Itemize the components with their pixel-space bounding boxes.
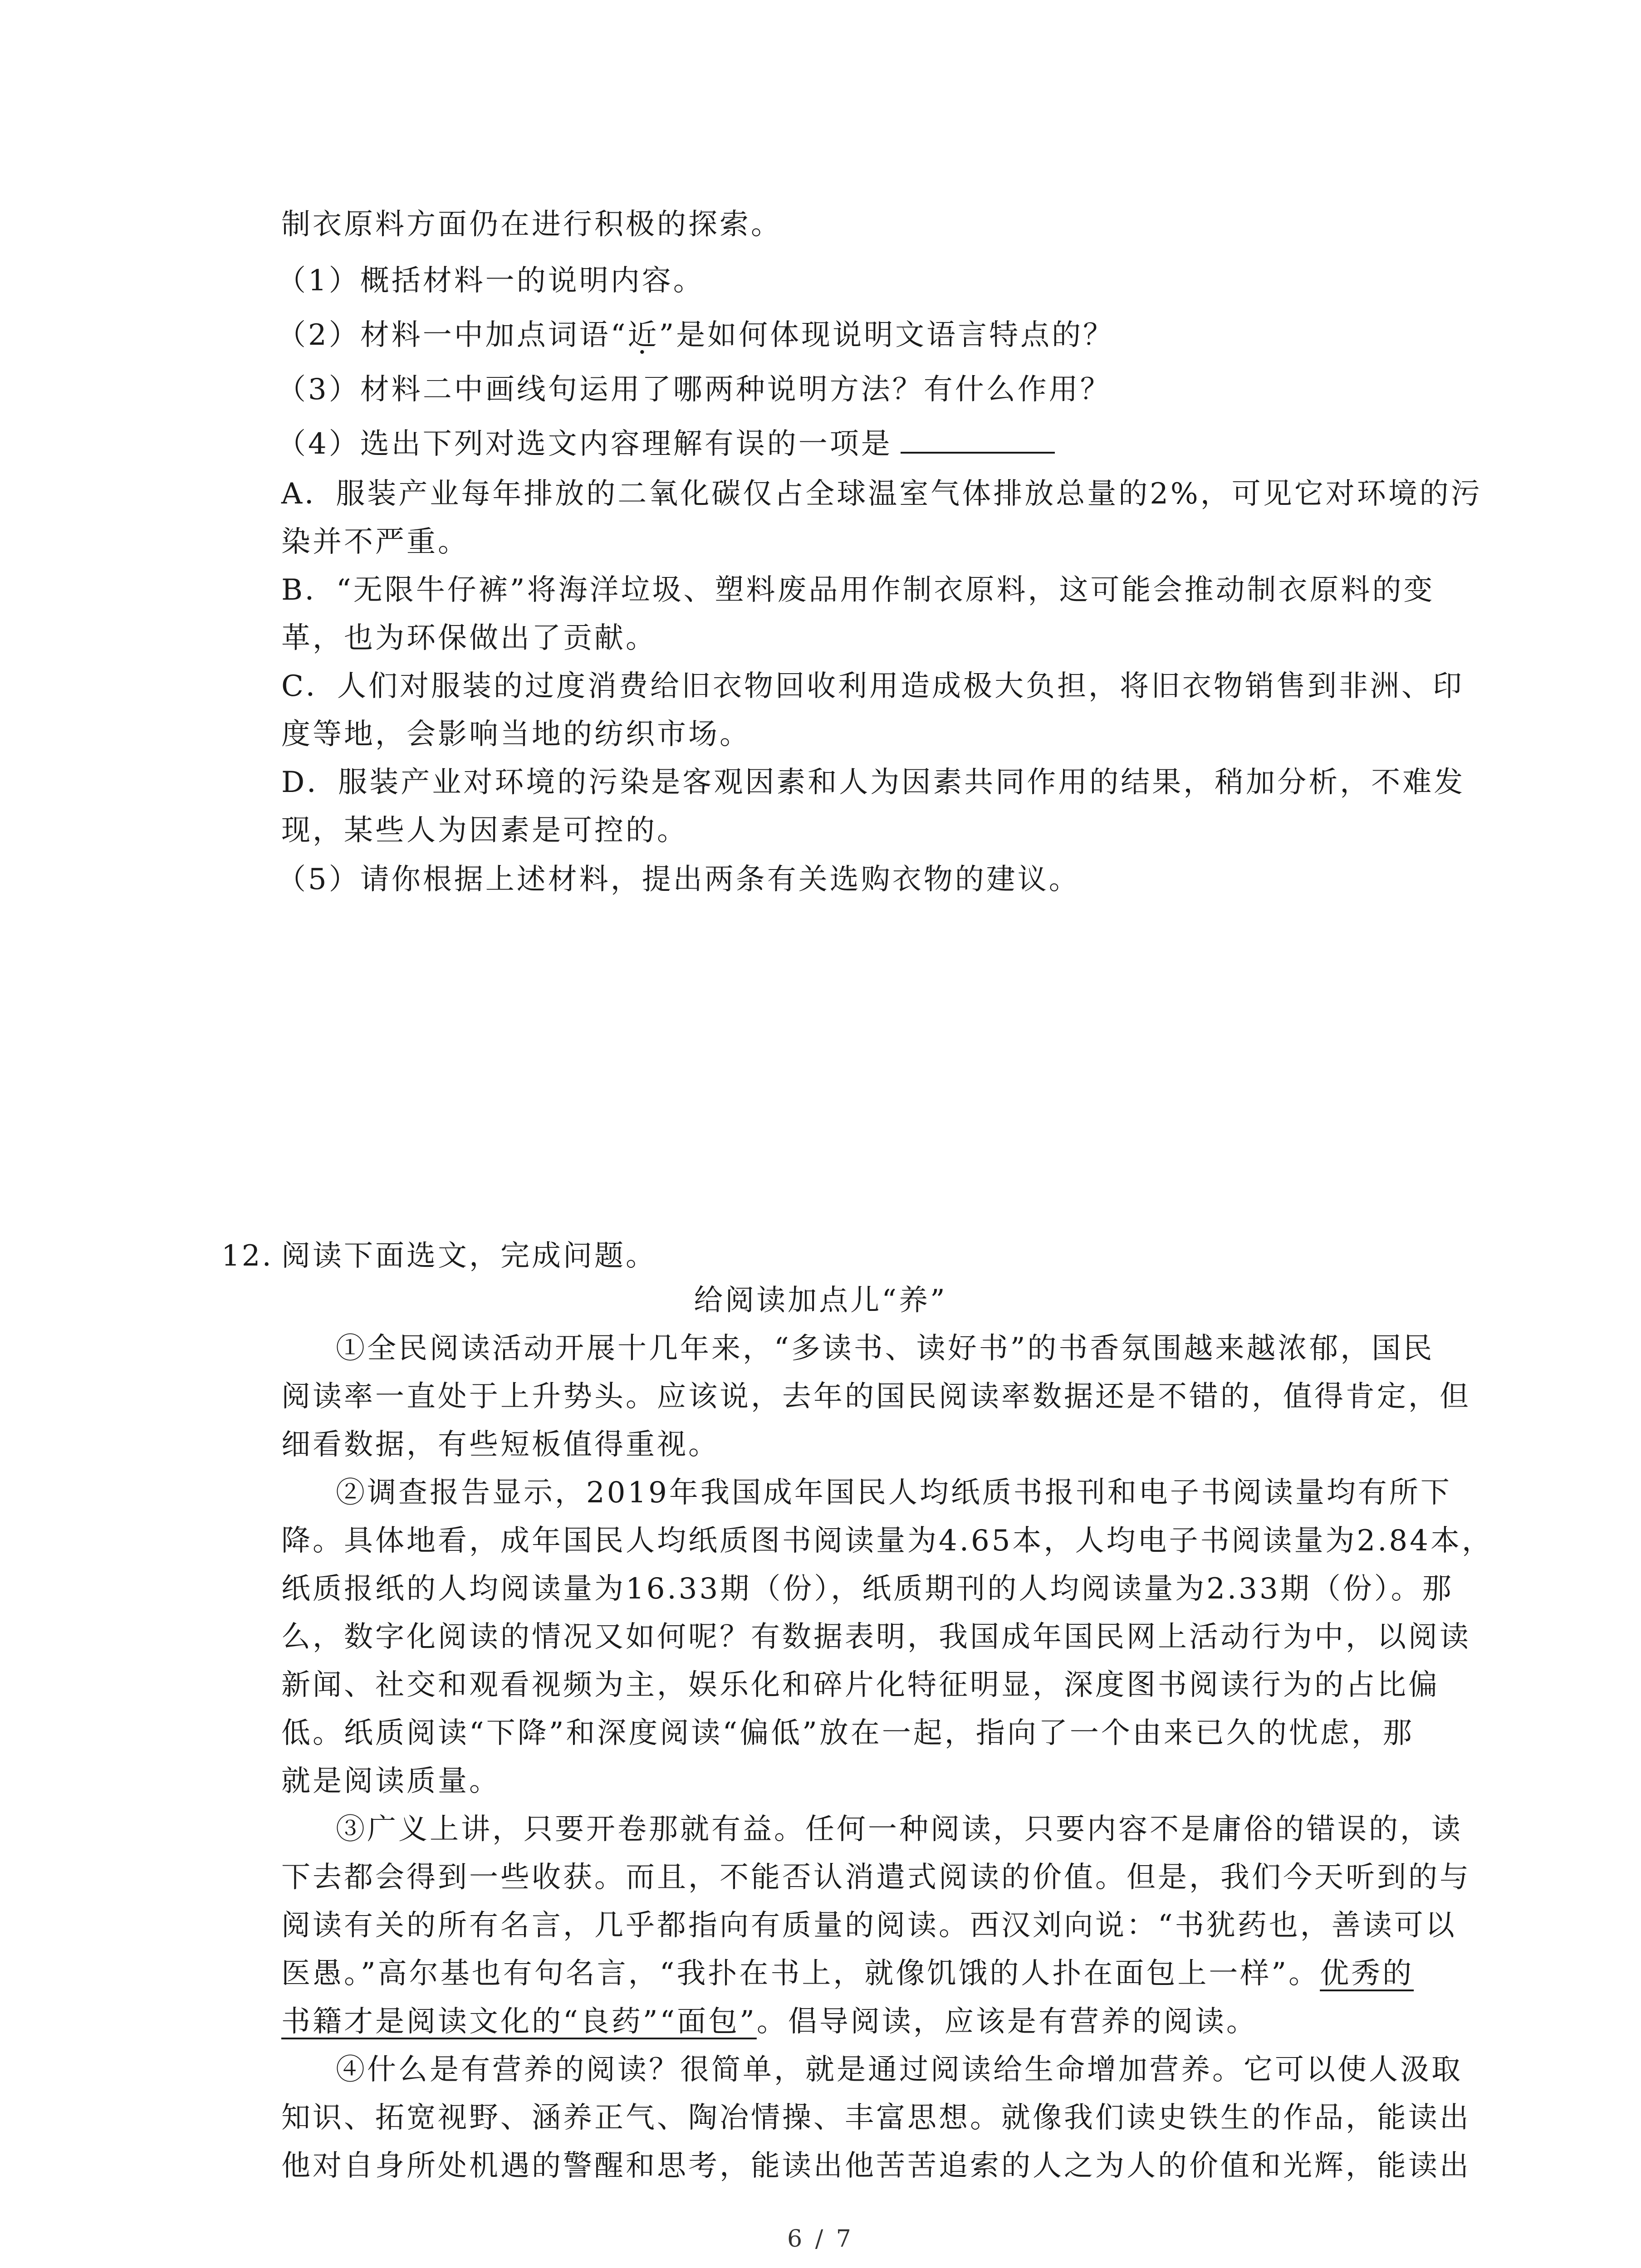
paragraph-3-line: 下去都会得到一些收获。而且，不能否认消遣式阅读的价值。但是，我们今天听到的与 [281,1861,1471,1894]
paragraph-3-line: 阅读有关的所有名言，几乎都指向有质量的阅读。西汉刘向说：“书犹药也，善读可以 [281,1909,1457,1942]
paragraph-1-line: 阅读率一直处于上升势头。应该说，去年的国民阅读率数据还是不错的，值得肯定，但 [281,1380,1471,1413]
q11-sub1: （1）概括材料一的说明内容。 [277,264,705,298]
paragraph-3-line: 书籍才是阅读文化的“良药”“面包”。倡导阅读，应该是有营养的阅读。 [281,2005,1258,2038]
paragraph-3-line: ③广义上讲，只要开卷那就有益。任何一种阅读，只要内容不是庸俗的错误的，读 [336,1813,1463,1846]
q11-sub5: （5）请你根据上述材料，提出两条有关选购衣物的建议。 [277,863,1080,896]
paragraph-2-line: 降。具体地看，成年国民人均纸质图书阅读量为4.65本，人均电子书阅读量为2.84本， [281,1524,1493,1558]
question-number: 12. [221,1239,273,1273]
paragraph-4-line: 他对自身所处机遇的警醒和思考，能读出他苦苦追索的人之为人的价值和光辉，能读出 [281,2149,1471,2183]
paragraph-4-line: ④什么是有营养的阅读？很简单，就是通过阅读给生命增加营养。它可以使人汲取 [336,2053,1463,2087]
option-a-line1: A．服装产业每年排放的二氧化碳仅占全球温室气体排放总量的2%，可见它对环境的污 [281,477,1482,511]
option-b-line2: 革，也为环保做出了贡献。 [281,621,657,655]
option-b-line1: B．“无限牛仔裤”将海洋垃圾、塑料废品用作制衣原料，这可能会推动制衣原料的变 [281,573,1435,607]
underlined-sentence: 书籍才是阅读文化的“良药”“面包” [281,2005,757,2038]
option-c-line1: C．人们对服装的过度消费给旧衣物回收利用造成极大负担，将旧衣物销售到非洲、印 [281,670,1464,703]
paragraph-1-line: ①全民阅读活动开展十几年来，“多读书、读好书”的书香氛围越来越浓郁，国民 [336,1332,1435,1365]
option-c-line2: 度等地，会影响当地的纺织市场。 [281,718,751,751]
answer-blank[interactable] [901,425,1055,454]
paragraph-1-line: 细看数据，有些短板值得重视。 [281,1428,720,1461]
paragraph-2-line: 低。纸质阅读“下降”和深度阅读“偏低”放在一起，指向了一个由来已久的忧虑，那 [281,1716,1414,1750]
option-d-line1: D．服装产业对环境的污染是客观因素和人为因素共同作用的结果，稍加分析，不难发 [281,766,1465,799]
q11-sub3: （3）材料二中画线句运用了哪两种说明方法？有什么作用？ [277,373,1112,406]
question-intro: 阅读下面选文，完成问题。 [281,1239,657,1273]
passage-title: 给阅读加点儿“养” [694,1284,947,1317]
q11-sub2: （2）材料一中加点词语“近”是如何体现说明文语言特点的？ [277,318,1115,352]
emphasis-dot-word: 近 [627,318,659,352]
paragraph-3-line: 医愚。”高尔基也有句名言，“我扑在书上，就像饥饿的人扑在面包上一样”。优秀的 [281,1957,1414,1990]
paragraph-2-line: 么，数字化阅读的情况又如何呢？有数据表明，我国成年国民网上活动行为中，以阅读 [281,1620,1471,1654]
underlined-sentence: 优秀的 [1320,1957,1414,1990]
page-number: 6 / 7 [787,2225,854,2253]
paragraph-2-line: 就是阅读质量。 [281,1765,500,1798]
q11-sub4: （4）选出下列对选文内容理解有误的一项是 [277,424,1055,464]
paragraph-2-line: 新闻、社交和观看视频为主，娱乐化和碎片化特征明显，深度图书阅读行为的占比偏 [281,1668,1440,1702]
paragraph-4-line: 知识、拓宽视野、涵养正气、陶冶情操、丰富思想。就像我们读史铁生的作品，能读出 [281,2101,1471,2135]
paragraph-2-line: ②调查报告显示，2019年我国成年国民人均纸质书报刊和电子书阅读量均有所下 [336,1476,1452,1510]
option-a-line2: 染并不严重。 [281,525,469,559]
paragraph-2-line: 纸质报纸的人均阅读量为16.33期（份），纸质期刊的人均阅读量为2.33期（份）。那 [281,1572,1454,1606]
q11-continuation: 制衣原料方面仍在进行积极的探索。 [281,208,782,241]
option-d-line2: 现，某些人为因素是可控的。 [281,814,688,847]
